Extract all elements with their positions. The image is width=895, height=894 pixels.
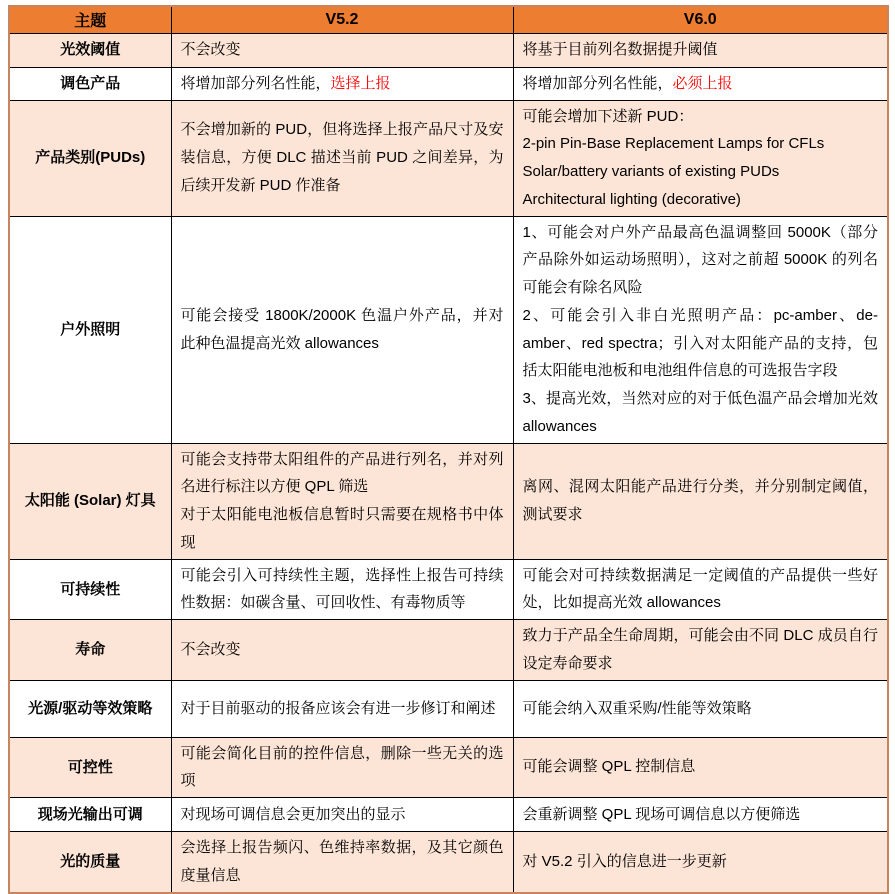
column-header-topic: 主题 [9, 6, 171, 33]
topic-cell: 可持续性 [9, 559, 171, 620]
v52-cell [171, 33, 513, 67]
v52-cell [171, 443, 513, 559]
cell-text: 将增加部分列名性能， [180, 74, 331, 92]
topic-cell: 可控性 [9, 737, 171, 798]
v60-cell [513, 737, 888, 798]
table-row-quality-of-light [9, 832, 888, 893]
v52-cell [171, 620, 513, 681]
cell-line: 1、可能会对户外产品最高色温调整回 5000K（部分产品除外如运动场照明），这对之前超 5000K 的列名可能会有除名风险 [522, 223, 878, 296]
table-row-solar-luminaires [9, 443, 888, 559]
cell-text: 会选择上报告频闪、色维持率数据，及其它颜色度量信息 [180, 839, 504, 884]
v52-cell [171, 100, 513, 216]
header-row [9, 6, 888, 33]
table-row-color-tuning-products [9, 67, 888, 100]
v60-cell [513, 443, 888, 559]
v60-cell [513, 216, 888, 443]
highlight-text: 选择上报 [330, 74, 391, 92]
cell-line: 2、可能会引入非白光照明产品：pc-amber、de-amber、red spectra；引入对太阳能产品的支持，包括太阳能电池板和电池组件信息的可选报告字段 [522, 306, 878, 380]
topic-cell: 光的质量 [9, 832, 171, 893]
table-row-lifetime [9, 620, 888, 681]
v60-cell [513, 33, 888, 67]
v60-cell [513, 559, 888, 620]
v52-cell [171, 737, 513, 798]
cell-text: 离网、混网太阳能产品进行分类，并分别制定阈值，测试要求 [522, 478, 878, 523]
cell-text: 将增加部分列名性能， [522, 74, 673, 92]
cell-text: 可能会调整 QPL 控制信息 [522, 758, 696, 776]
table-row-source-driver-equivalency [9, 680, 888, 737]
cell-text: 不会改变 [180, 640, 241, 658]
cell-text: 可能会引入可持续性主题，选择性上报告可持续性数据：如碳含量、可回收性、有毒物质等 [180, 566, 504, 612]
v60-cell [513, 100, 888, 216]
cell-line: 3、提高光效，当然对应的对于低色温产品会增加光效 allowances [522, 390, 878, 435]
v60-cell [513, 620, 888, 681]
cell-text: 可能会对可持续数据满足一定阈值的产品提供一些好处，比如提高光效 allowances [522, 566, 878, 612]
table-row-sustainability [9, 559, 888, 620]
cell-text: 致力于产品全生命周期，可能会由不同 DLC 成员自行设定寿命要求 [522, 627, 878, 672]
highlight-text: 必须上报 [672, 74, 733, 92]
v52-cell [171, 559, 513, 620]
v52-cell [171, 216, 513, 443]
cell-text: 会重新调整 QPL 现场可调信息以方便筛选 [522, 805, 801, 823]
cell-text: 不会改变 [180, 41, 241, 59]
cell-text: 将基于目前列名数据提升阈值 [522, 41, 718, 59]
table-row-controllability [9, 737, 888, 798]
cell-text: 对于目前驱动的报备应该会有进一步修订和阐述 [180, 699, 496, 717]
cell-text: 可能会接受 1800K/2000K 色温户外产品，并对此种色温提高光效 allowances [180, 306, 504, 352]
column-header-v52: V5.2 [171, 6, 513, 33]
cell-line: 可能会增加下述新 PUD： [522, 107, 694, 125]
v60-cell [513, 67, 888, 100]
column-header-v60: V6.0 [513, 6, 888, 33]
cell-line: Architectural lighting (decorative) [522, 190, 741, 208]
cell-line: 可能会支持带太阳组件的产品进行列名，并对列名进行标注以方便 QPL 筛选 [180, 450, 504, 496]
cell-text: 对现场可调信息会更加突出的显示 [180, 805, 406, 823]
cell-text: 不会增加新的 PUD，但将选择上报产品尺寸及安装信息，方便 DLC 描述当前 PUD 之间差异，为后续开发新 PUD 作准备 [180, 121, 504, 194]
topic-cell: 产品类别(PUDs) [9, 100, 171, 216]
v52-cell [171, 798, 513, 832]
topic-cell: 调色产品 [9, 67, 171, 100]
v52-cell [171, 680, 513, 737]
table-row-efficacy-threshold [9, 33, 888, 67]
table-row-puds [9, 100, 888, 216]
topic-cell: 光源/驱动等效策略 [9, 680, 171, 737]
topic-cell: 寿命 [9, 620, 171, 681]
topic-cell: 太阳能 (Solar) 灯具 [9, 443, 171, 559]
cell-line: Solar/battery variants of existing PUDs [522, 163, 780, 180]
topic-cell: 光效阈值 [9, 33, 171, 67]
cell-line: 对于太阳能电池板信息暂时只需要在规格书中体现 [180, 506, 504, 551]
cell-text: 对 V5.2 引入的信息进一步更新 [522, 852, 727, 870]
v60-cell [513, 832, 888, 893]
topic-cell: 户外照明 [9, 216, 171, 443]
table-row-outdoor-lighting [9, 216, 888, 443]
v52-cell [171, 67, 513, 100]
cell-text: 可能会简化目前的控件信息，删除一些无关的选项 [180, 744, 504, 790]
cell-line: 2-pin Pin-Base Replacement Lamps for CFLs [522, 135, 825, 153]
v60-cell [513, 798, 888, 832]
cell-text: 可能会纳入双重采购/性能等效策略 [522, 699, 752, 717]
v60-cell [513, 680, 888, 737]
topic-cell: 现场光输出可调 [9, 798, 171, 832]
table-row-field-adjustable-output [9, 798, 888, 832]
comparison-table [8, 5, 889, 894]
v52-cell [171, 832, 513, 893]
